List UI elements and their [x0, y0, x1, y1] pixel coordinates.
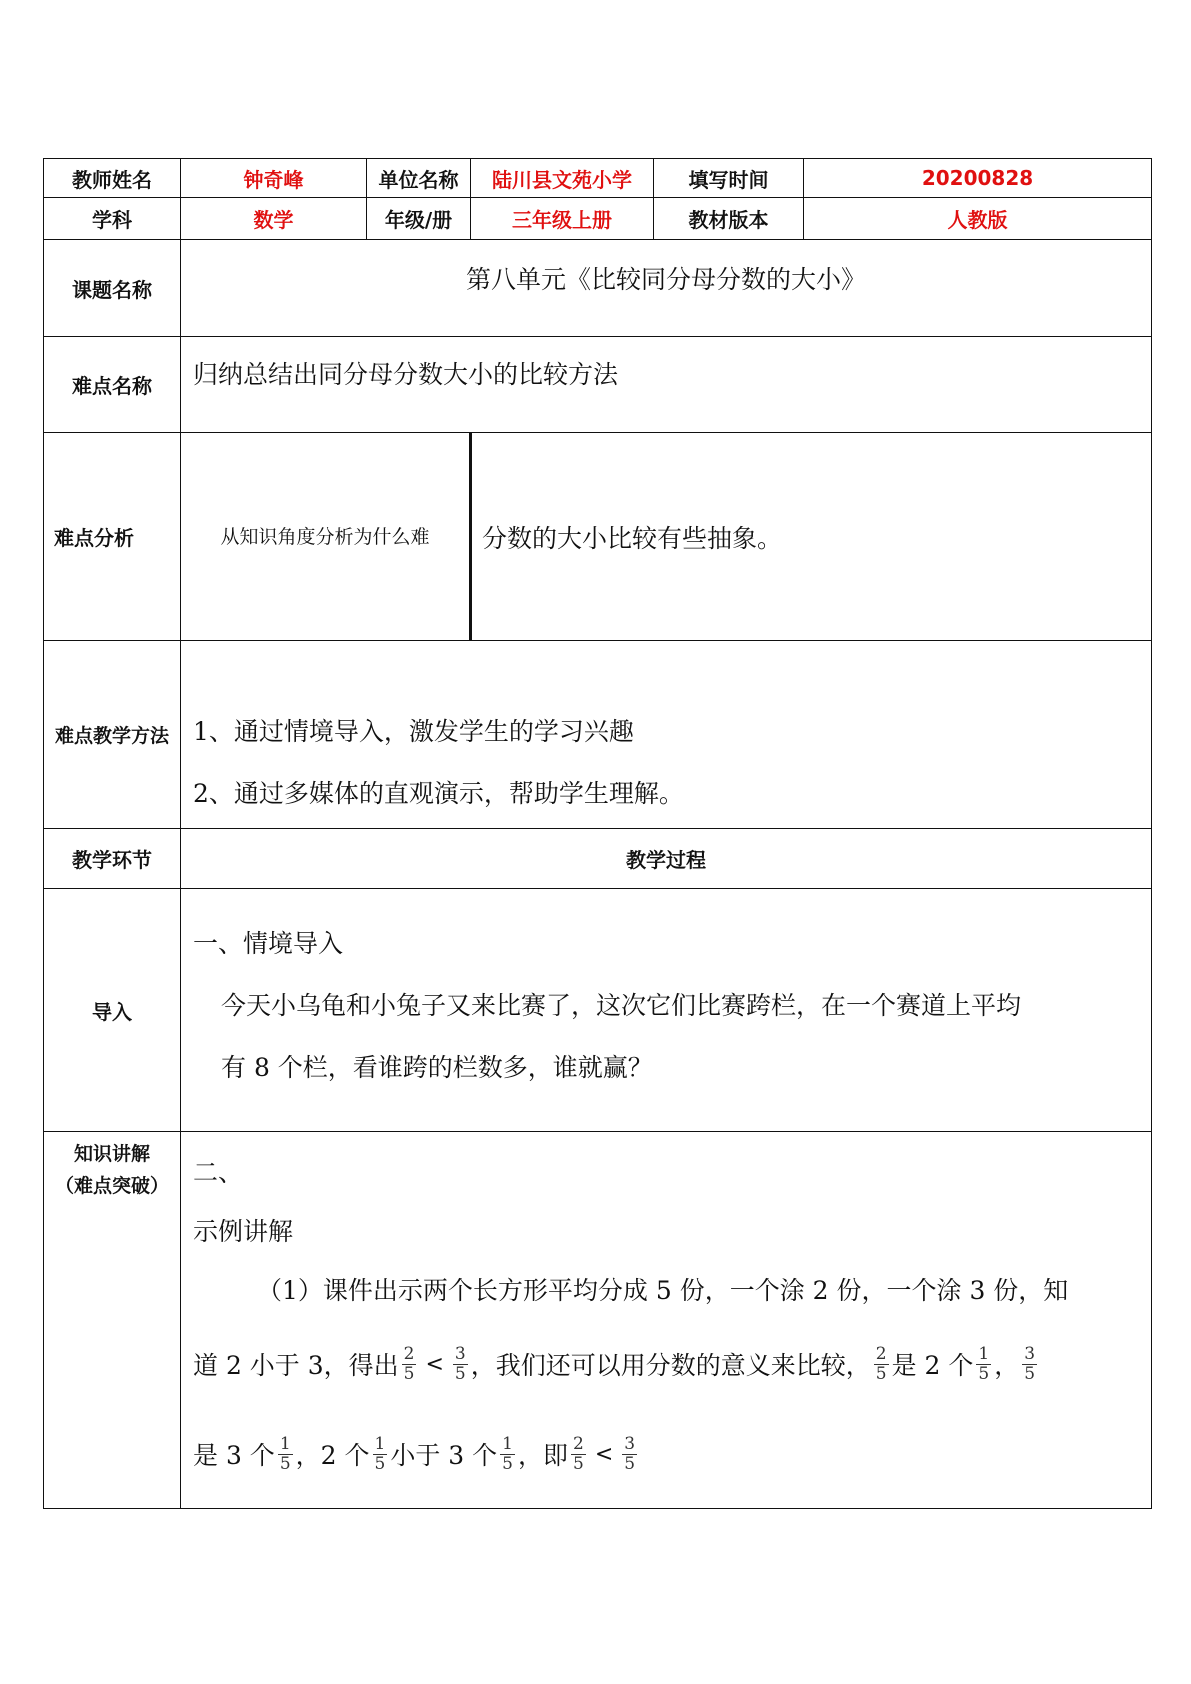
intro-label: 导入 — [44, 889, 181, 1132]
fraction-one-fifth — [976, 1345, 991, 1384]
analysis-value: 分数的大小比较有些抽象。 — [471, 433, 1152, 641]
process-left-header: 教学环节 — [44, 829, 181, 889]
frac-num: 1 — [502, 1433, 513, 1454]
knowledge-p3 — [193, 1406, 1151, 1502]
unit-label: 单位名称 — [367, 159, 471, 198]
frac-den: 5 — [403, 1363, 415, 1384]
p2-text-d: ， — [994, 1351, 1020, 1380]
frac-den: 5 — [978, 1363, 990, 1384]
analysis-sub-label: 从知识角度分析为什么难 — [181, 433, 471, 641]
intro-row — [44, 889, 1152, 1132]
date-label: 填写时间 — [654, 159, 804, 198]
frac-num: 1 — [279, 1433, 291, 1454]
frac-den: 5 — [454, 1363, 466, 1384]
knowledge-row — [44, 1132, 1152, 1509]
date-value: 20200828 — [804, 159, 1152, 198]
frac-den: 5 — [624, 1453, 636, 1474]
knowledge-title: 二、 — [193, 1158, 244, 1187]
frac-den: 5 — [502, 1453, 513, 1474]
frac-num: 3 — [1024, 1343, 1036, 1364]
frac-num: 2 — [875, 1343, 887, 1364]
lesson-plan-table — [43, 158, 1152, 1509]
knowledge-label-2: （难点突破） — [54, 1175, 169, 1197]
knowledge-label — [44, 1132, 181, 1509]
knowledge-content — [181, 1132, 1152, 1509]
intro-line-1: 今天小乌龟和小兔子又来比赛了，这次它们比赛跨栏，在一个赛道上平均 — [221, 991, 1022, 1020]
method-content — [181, 641, 1152, 829]
frac-den: 5 — [374, 1453, 386, 1474]
difficulty-row — [44, 337, 1152, 433]
frac-den: 5 — [1024, 1363, 1036, 1384]
intro-content — [181, 889, 1152, 1132]
analysis-row — [44, 433, 1152, 641]
knowledge-label-1: 知识讲解 — [73, 1143, 150, 1165]
p3-text-d: ，即 — [517, 1441, 568, 1470]
p3-text-b: ，2 个 — [295, 1441, 370, 1470]
frac-num: 1 — [978, 1343, 990, 1364]
frac-num: 3 — [624, 1433, 636, 1454]
knowledge-p2 — [193, 1322, 1151, 1406]
fraction-two-fifths — [874, 1345, 889, 1384]
fraction-three-fifths — [453, 1345, 468, 1384]
method-row — [44, 641, 1152, 829]
fraction-one-fifth — [500, 1435, 515, 1474]
method-line-1: 1、通过情境导入，激发学生的学习兴趣 — [193, 717, 634, 746]
knowledge-p1: （1）课件出示两个长方形平均分成 5 份，一个涂 2 份，一个涂 3 份，知 — [257, 1276, 1069, 1305]
analysis-label: 难点分析 — [44, 433, 181, 641]
p3-text-c: 小于 3 个 — [390, 1441, 498, 1470]
edition-value: 人教版 — [804, 198, 1152, 240]
topic-value: 第八单元《比较同分母分数的大小》 — [181, 240, 1152, 337]
difficulty-value: 归纳总结出同分母分数大小的比较方法 — [181, 337, 1152, 433]
frac-num: 1 — [374, 1433, 386, 1454]
teacher-label: 教师姓名 — [44, 159, 181, 198]
less-than-sign: < — [594, 1441, 614, 1467]
topic-label: 课题名称 — [44, 240, 181, 337]
subject-value: 数学 — [181, 198, 367, 240]
fraction-two-fifths — [571, 1435, 586, 1474]
frac-den: 5 — [279, 1453, 291, 1474]
knowledge-subtitle: 示例讲解 — [193, 1217, 294, 1246]
teacher-value: 钟奇峰 — [181, 159, 367, 198]
edition-label: 教材版本 — [654, 198, 804, 240]
frac-den: 5 — [875, 1363, 887, 1384]
topic-row — [44, 240, 1152, 337]
p3-text-a: 是 3 个 — [193, 1441, 275, 1470]
header-row-1 — [44, 159, 1152, 198]
frac-num: 3 — [454, 1343, 466, 1364]
grade-label: 年级/册 — [367, 198, 471, 240]
p2-text-a: 道 2 小于 3，得出 — [193, 1351, 399, 1380]
less-than-sign: < — [425, 1351, 444, 1377]
method-line-2: 2、通过多媒体的直观演示，帮助学生理解。 — [193, 779, 684, 808]
intro-title: 一、情境导入 — [193, 929, 344, 958]
fraction-one-fifth — [373, 1435, 388, 1474]
subject-label: 学科 — [44, 198, 181, 240]
p2-text-b: ，我们还可以用分数的意义来比较， — [470, 1351, 871, 1380]
frac-num: 2 — [403, 1343, 415, 1364]
header-row-2 — [44, 198, 1152, 240]
grade-value: 三年级上册 — [471, 198, 654, 240]
process-right-header: 教学过程 — [181, 829, 1152, 889]
intro-line-2: 有 8 个栏，看谁跨的栏数多，谁就赢？ — [221, 1053, 653, 1082]
fraction-three-fifths — [1022, 1345, 1037, 1384]
difficulty-label: 难点名称 — [44, 337, 181, 433]
process-header-row — [44, 829, 1152, 889]
frac-num: 2 — [572, 1433, 584, 1454]
frac-den: 5 — [572, 1453, 584, 1474]
unit-value: 陆川县文苑小学 — [471, 159, 654, 198]
fraction-three-fifths — [622, 1435, 637, 1474]
method-label: 难点教学方法 — [44, 641, 181, 829]
fraction-two-fifths — [402, 1345, 417, 1384]
fraction-one-fifth — [278, 1435, 293, 1474]
p2-text-c: 是 2 个 — [891, 1351, 974, 1380]
